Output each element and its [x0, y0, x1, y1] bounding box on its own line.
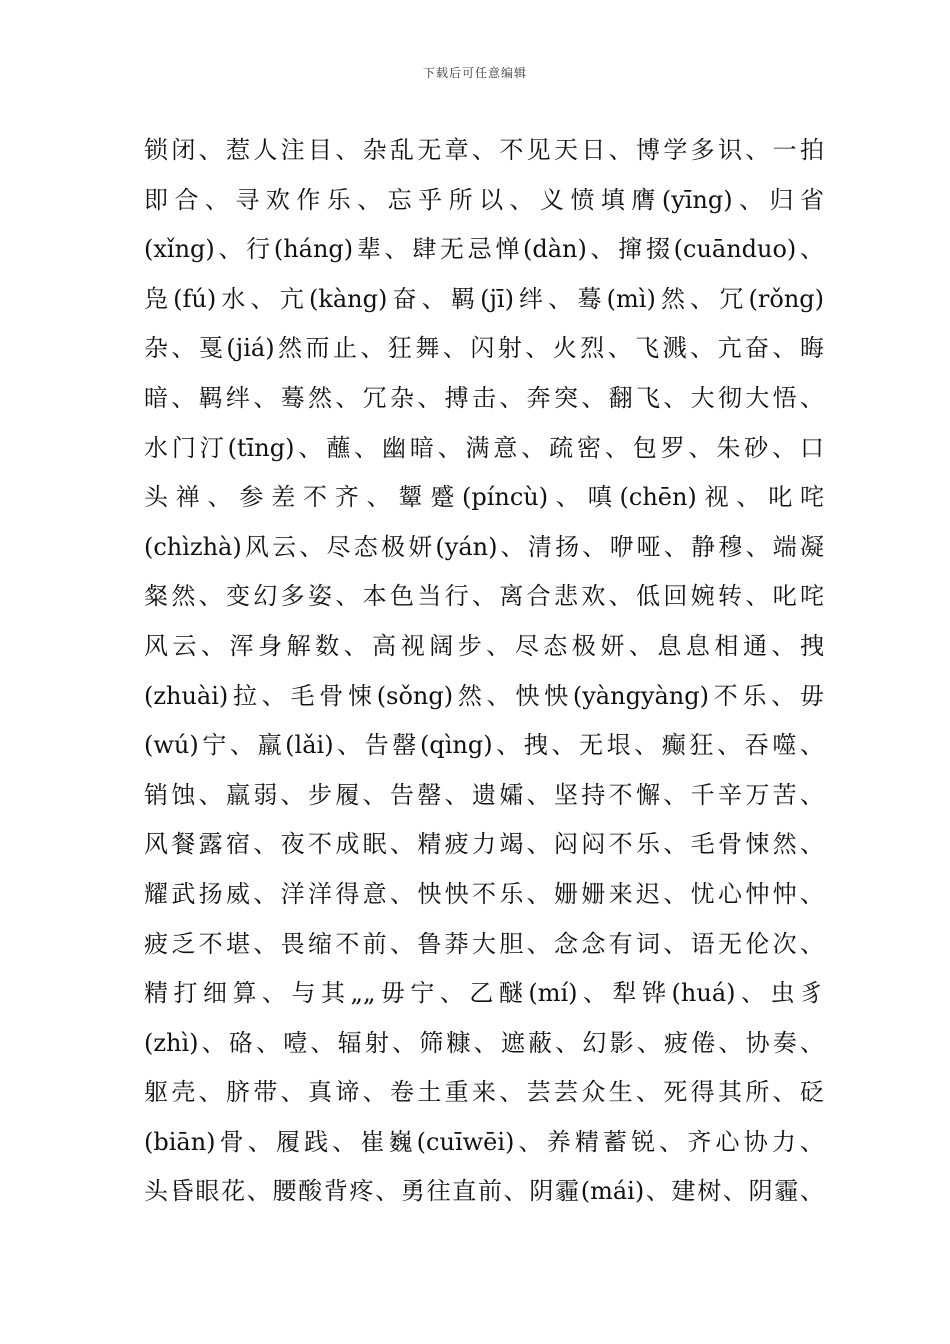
body-text [144, 126, 824, 1217]
text-line: (biān)骨、履践、崔巍(cuīwēi)、养精蓄锐、齐心协力、 [144, 1127, 824, 1156]
text-line: (xǐng)、行(háng)辈、肆无忌惮(dàn)、撺掇(cuānduo)、 [144, 235, 824, 264]
text-line: (chìzhà)风云、尽态极妍(yán)、清扬、咿哑、静穆、端凝 [144, 532, 824, 561]
text-line: 凫(fú)水、亢(kàng)奋、羁(jī)绊、蓦(mì)然、冗(rǒng) [144, 284, 824, 313]
page-header: 下载后可任意编辑 [422, 66, 527, 80]
text-line: 水门汀(tīng)、蘸、幽暗、满意、疏密、包罗、朱砂、口 [144, 433, 824, 462]
text-line: 暗、羁绊、蓦然、冗杂、搏击、奔突、翻飞、大彻大悟、 [144, 383, 824, 412]
text-line: 耀武扬威、洋洋得意、怏怏不乐、姗姗来迟、忧心忡忡、 [144, 879, 824, 908]
text-line: 即合、寻欢作乐、忘乎所以、义愤填膺(yīng)、归省 [144, 185, 824, 214]
text-line: 锁闭、惹人注目、杂乱无章、不见天日、博学多识、一拍 [144, 136, 824, 164]
text-line: 风云、浑身解数、高视阔步、尽态极妍、息息相通、拽 [144, 631, 824, 660]
text-line: 头禅、参差不齐、颦蹙(píncù)、嗔(chēn)视、叱咤 [144, 483, 824, 512]
text-line: 躯壳、脐带、真谛、卷土重来、芸芸众生、死得其所、砭 [144, 1078, 824, 1107]
text-line: (zhuài)拉、毛骨悚(sǒng)然、怏怏(yàngyàng)不乐、毋 [144, 681, 824, 710]
text-line: 风餐露宿、夜不成眠、精疲力竭、闷闷不乐、毛骨悚然、 [144, 830, 824, 859]
text-line: 粲然、变幻多姿、本色当行、离合悲欢、低回婉转、叱咤 [144, 582, 824, 611]
text-line: (wú)宁、羸(lǎi)、告罄(qìng)、拽、无垠、癫狂、吞噬、 [144, 731, 824, 760]
text-line: 疲乏不堪、畏缩不前、鲁莽大胆、念念有词、语无伦次、 [144, 929, 824, 958]
text-line: 头昏眼花、腰酸背疼、勇往直前、阴霾(mái)、建树、阴霾、 [144, 1177, 824, 1206]
text-line: 精打细算、与其„„毋宁、乙醚(mí)、犁铧(huá)、虫豸 [144, 979, 824, 1008]
text-line: 杂、戛(jiá)然而止、狂舞、闪射、火烈、飞溅、亢奋、晦 [144, 334, 824, 363]
text-line: (zhì)、硌、噎、辐射、筛糠、遮蔽、幻影、疲倦、协奏、 [144, 1028, 824, 1057]
text-line: 销蚀、羸弱、步履、告罄、遗孀、坚持不懈、千辛万苦、 [144, 780, 824, 809]
